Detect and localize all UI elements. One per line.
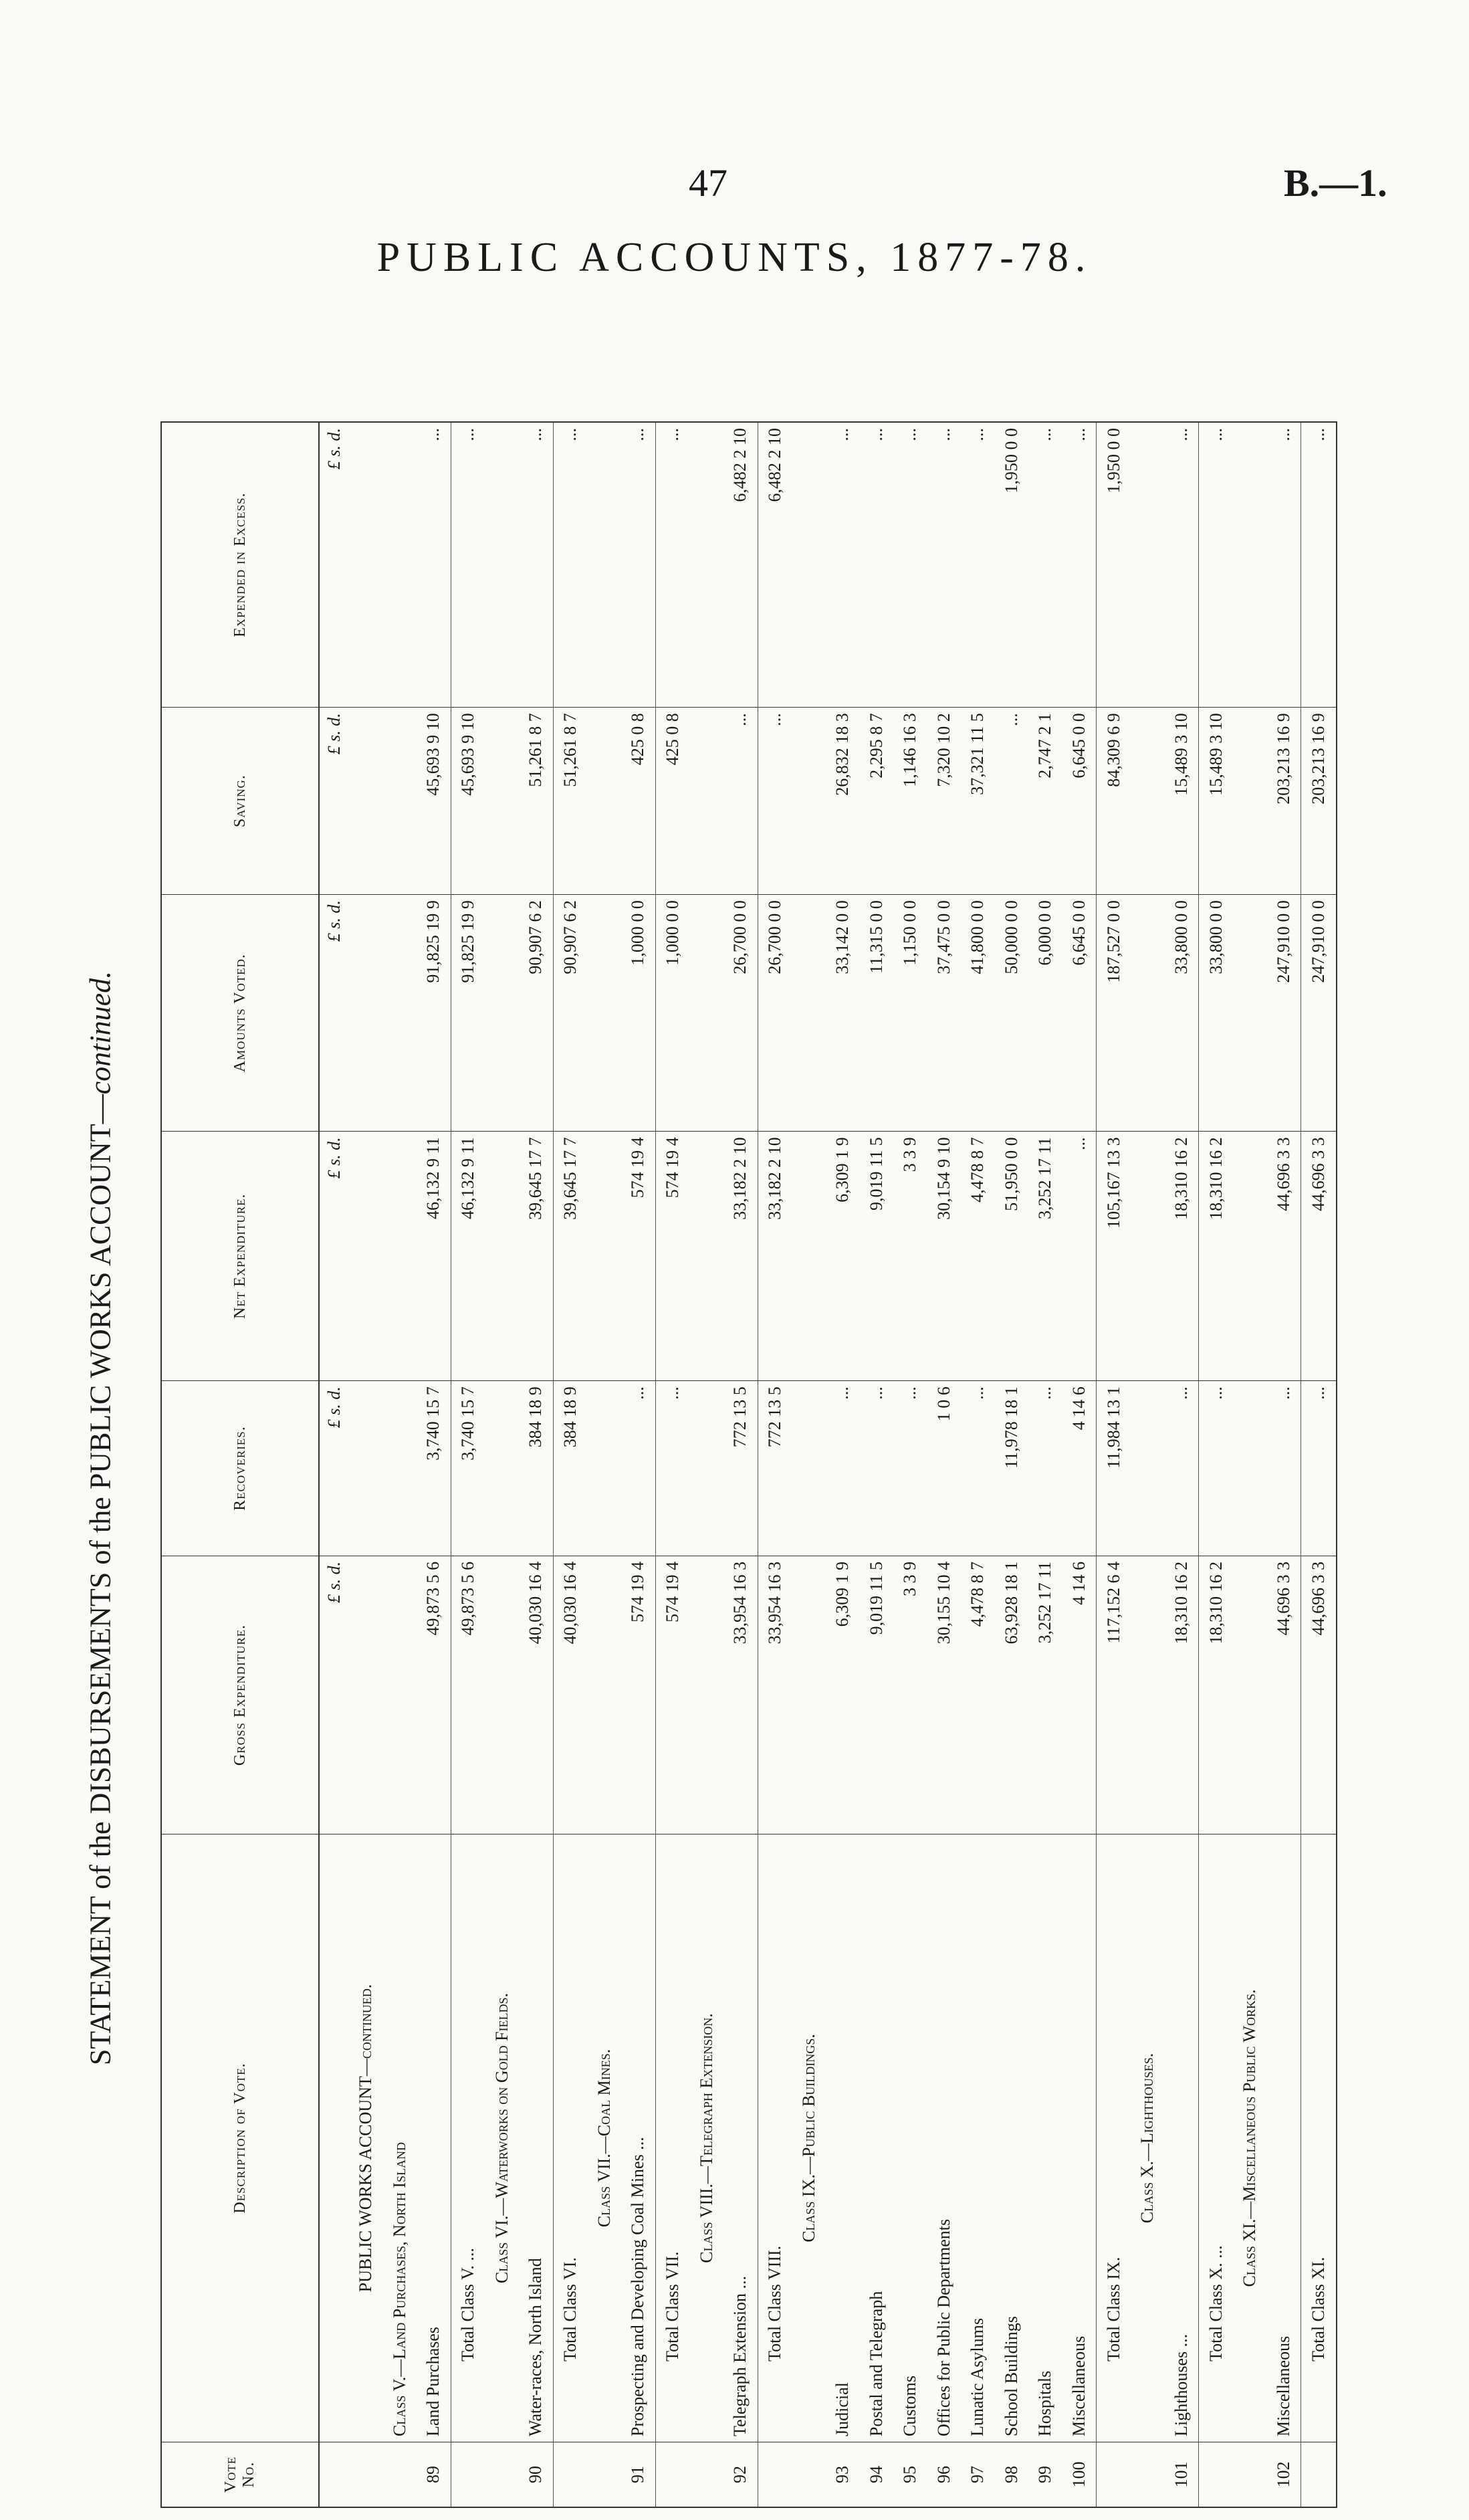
vote-no: 100 xyxy=(1069,2461,1089,2488)
vote-desc: Miscellaneous xyxy=(1062,1834,1097,2442)
gross: 9,019 11 5 xyxy=(860,1556,894,1834)
class-row xyxy=(383,422,417,2507)
vote-desc: Water-races, North Island xyxy=(519,1834,553,2442)
saving: 203,213 16 9 xyxy=(1267,708,1301,895)
total-row xyxy=(1301,422,1337,2507)
excess: 6,482 2 10 xyxy=(723,422,758,708)
gross: 49,873 5 6 xyxy=(417,1556,451,1834)
vote-desc: Postal and Telegraph xyxy=(860,1834,894,2442)
header-row xyxy=(161,422,319,2507)
saving: ... xyxy=(723,708,758,895)
total-label: Total Class VI. xyxy=(553,1834,587,2442)
vote-desc: Judicial xyxy=(826,1834,860,2442)
excess: ... xyxy=(826,422,860,708)
vote-no: 92 xyxy=(730,2466,750,2483)
net: 46,132 9 11 xyxy=(417,1132,451,1381)
voted: 91,825 19 9 xyxy=(417,895,451,1132)
gross: 33,954 16 3 xyxy=(758,1556,792,1834)
vote-no: 98 xyxy=(1001,2466,1021,2483)
excess: 1,950 0 0 xyxy=(1097,422,1131,708)
recov: ... xyxy=(1165,1381,1199,1556)
net: 44,696 3 3 xyxy=(1267,1132,1301,1381)
saving: 45,693 9 10 xyxy=(451,708,485,895)
header-voted: Amounts Voted. xyxy=(161,895,319,1132)
total-label: Total Class VII. xyxy=(655,1834,689,2442)
table-row xyxy=(417,422,451,2507)
total-row xyxy=(1097,422,1131,2507)
vote-no: 101 xyxy=(1171,2461,1192,2488)
gross: 18,310 16 2 xyxy=(1199,1556,1233,1834)
saving: 15,489 3 10 xyxy=(1199,708,1233,895)
total-label: Total Class IX. xyxy=(1097,1834,1131,2442)
gross: 40,030 16 4 xyxy=(553,1556,587,1834)
excess: ... xyxy=(553,422,587,708)
class-6-label: Class VI.—Waterworks on Gold Fields. xyxy=(485,1834,520,2442)
recov: 11,984 13 1 xyxy=(1097,1381,1131,1556)
recov: 1 0 6 xyxy=(927,1381,962,1556)
unit-recov: £ s. d. xyxy=(319,1381,349,1556)
recov: 772 13 5 xyxy=(723,1381,758,1556)
vote-no: 93 xyxy=(832,2466,853,2483)
class-row xyxy=(588,422,622,2507)
gross: 30,155 10 4 xyxy=(927,1556,962,1834)
recov: ... xyxy=(961,1381,995,1556)
voted: 247,910 0 0 xyxy=(1267,895,1301,1132)
recov: ... xyxy=(1267,1381,1301,1556)
page-reference: B.—1. xyxy=(1284,161,1387,205)
class-9-label: Class IX.—Public Buildings. xyxy=(792,1834,826,2442)
vote-desc: Miscellaneous xyxy=(1267,1834,1301,2442)
gross: 40,030 16 4 xyxy=(519,1556,553,1834)
recov: 11,978 18 1 xyxy=(995,1381,1029,1556)
total-label: Total Class X. ... xyxy=(1199,1834,1233,2442)
header-net: Net Expenditure. xyxy=(161,1132,319,1381)
gross: 6,309 1 9 xyxy=(826,1556,860,1834)
table-row xyxy=(826,422,860,2507)
class-row xyxy=(1131,422,1165,2507)
voted: 6,645 0 0 xyxy=(1062,895,1097,1132)
excess: ... xyxy=(519,422,553,708)
header-description: Description of Vote. xyxy=(161,1834,319,2442)
class-5-label: Class V.—Land Purchases, North Island xyxy=(383,1834,417,2442)
saving: 51,261 8 7 xyxy=(519,708,553,895)
vote-desc: Telegraph Extension ... xyxy=(723,1834,758,2442)
recov: ... xyxy=(621,1381,655,1556)
excess: 1,950 0 0 xyxy=(995,422,1029,708)
total-label: Total Class XI. xyxy=(1301,1834,1337,2442)
table-row xyxy=(995,422,1029,2507)
gross: 574 19 4 xyxy=(621,1556,655,1834)
net: 18,310 16 2 xyxy=(1199,1132,1233,1381)
net: 33,182 2 10 xyxy=(723,1132,758,1381)
statement-title-suffix: continued. xyxy=(84,970,117,1095)
voted: 90,907 6 2 xyxy=(519,895,553,1132)
table-row xyxy=(860,422,894,2507)
saving: 1,146 16 3 xyxy=(893,708,927,895)
vote-no: 94 xyxy=(866,2466,886,2483)
voted: 90,907 6 2 xyxy=(553,895,587,1132)
net: 46,132 9 11 xyxy=(451,1132,485,1381)
gross: 117,152 6 4 xyxy=(1097,1556,1131,1834)
net: 105,167 13 3 xyxy=(1097,1132,1131,1381)
saving: ... xyxy=(758,708,792,895)
vote-desc: Customs xyxy=(893,1834,927,2442)
saving: 203,213 16 9 xyxy=(1301,708,1337,895)
vote-no: 97 xyxy=(968,2466,988,2483)
excess: ... xyxy=(655,422,689,708)
vote-desc: School Buildings xyxy=(995,1834,1029,2442)
vote-desc: Lunatic Asylums xyxy=(961,1834,995,2442)
excess: ... xyxy=(1267,422,1301,708)
table-row xyxy=(1267,422,1301,2507)
voted: 91,825 19 9 xyxy=(451,895,485,1132)
table-row xyxy=(927,422,962,2507)
excess: ... xyxy=(1028,422,1062,708)
excess: ... xyxy=(1165,422,1199,708)
excess: ... xyxy=(1199,422,1233,708)
header-gross: Gross Expenditure. xyxy=(161,1556,319,1834)
net: ... xyxy=(1062,1132,1097,1381)
excess: ... xyxy=(961,422,995,708)
total-row xyxy=(655,422,689,2507)
class-10-label: Class X.—Lighthouses. xyxy=(1131,1834,1165,2442)
vote-desc: Offices for Public Departments xyxy=(927,1834,962,2442)
recov: ... xyxy=(1028,1381,1062,1556)
net: 574 19 4 xyxy=(655,1132,689,1381)
section-heading xyxy=(349,422,383,2507)
recov: ... xyxy=(826,1381,860,1556)
voted: 33,800 0 0 xyxy=(1199,895,1233,1132)
voted: 11,315 0 0 xyxy=(860,895,894,1132)
saving: 37,321 11 5 xyxy=(961,708,995,895)
page-number: 47 xyxy=(689,161,727,205)
recov: 4 14 6 xyxy=(1062,1381,1097,1556)
statement-title xyxy=(84,849,118,2187)
net: 39,645 17 7 xyxy=(519,1132,553,1381)
vote-desc: Hospitals xyxy=(1028,1834,1062,2442)
total-label: Total Class VIII. xyxy=(758,1834,792,2442)
recov: 384 18 9 xyxy=(553,1381,587,1556)
net: 3 3 9 xyxy=(893,1132,927,1381)
net: 9,019 11 5 xyxy=(860,1132,894,1381)
vote-no: 95 xyxy=(900,2466,920,2483)
total-row xyxy=(451,422,485,2507)
unit-row xyxy=(319,422,349,2507)
class-11-label: Class XI.—Miscellaneous Public Works. xyxy=(1233,1834,1267,2442)
vote-no: 89 xyxy=(423,2466,443,2483)
vote-desc: Lighthouses ... xyxy=(1165,1834,1199,2442)
header-recoveries: Recoveries. xyxy=(161,1381,319,1556)
header-saving: Saving. xyxy=(161,708,319,895)
table-row xyxy=(1062,422,1097,2507)
statement-title-main: STATEMENT of the DISBURSEMENTS of the PUBLIC WORKS ACCOUNT— xyxy=(84,1094,117,2066)
unit-voted: £ s. d. xyxy=(319,895,349,1132)
net: 44,696 3 3 xyxy=(1301,1132,1337,1381)
recov: 772 13 5 xyxy=(758,1381,792,1556)
unit-excess: £ s. d. xyxy=(319,422,349,708)
gross: 574 19 4 xyxy=(655,1556,689,1834)
net: 6,309 1 9 xyxy=(826,1132,860,1381)
voted: 1,000 0 0 xyxy=(621,895,655,1132)
vote-no: 96 xyxy=(933,2466,953,2483)
vote-desc: Land Purchases xyxy=(417,1834,451,2442)
net: 51,950 0 0 xyxy=(995,1132,1029,1381)
saving: 84,309 6 9 xyxy=(1097,708,1131,895)
gross: 49,873 5 6 xyxy=(451,1556,485,1834)
vote-no: 91 xyxy=(628,2466,648,2483)
recov: 3,740 15 7 xyxy=(417,1381,451,1556)
table-row xyxy=(961,422,995,2507)
section-pwa: PUBLIC WORKS ACCOUNT—continued. xyxy=(349,1834,383,2442)
voted: 187,527 0 0 xyxy=(1097,895,1131,1132)
net: 30,154 9 10 xyxy=(927,1132,962,1381)
gross: 44,696 3 3 xyxy=(1301,1556,1337,1834)
voted: 26,700 0 0 xyxy=(758,895,792,1132)
vote-no: 102 xyxy=(1274,2461,1294,2488)
disbursements-table xyxy=(160,421,1337,2508)
total-row xyxy=(553,422,587,2507)
excess: ... xyxy=(1301,422,1337,708)
excess: ... xyxy=(860,422,894,708)
table-row xyxy=(893,422,927,2507)
rotated-table-wrapper xyxy=(160,421,1337,2508)
vote-no: 99 xyxy=(1035,2466,1055,2483)
page-title: PUBLIC ACCOUNTS, 1877-78. xyxy=(376,235,1093,280)
header-vote: Vote No. xyxy=(161,2442,319,2508)
class-row xyxy=(792,422,826,2507)
table-row xyxy=(621,422,655,2507)
total-row xyxy=(1199,422,1233,2507)
recov: ... xyxy=(655,1381,689,1556)
net: 39,645 17 7 xyxy=(553,1132,587,1381)
gross: 3,252 17 11 xyxy=(1028,1556,1062,1834)
saving: 15,489 3 10 xyxy=(1165,708,1199,895)
excess: ... xyxy=(893,422,927,708)
class-7-label: Class VII.—Coal Mines. xyxy=(588,1834,622,2442)
excess: ... xyxy=(927,422,962,708)
saving: 2,747 2 1 xyxy=(1028,708,1062,895)
table-row xyxy=(1165,422,1199,2507)
voted: 50,000 0 0 xyxy=(995,895,1029,1132)
gross: 4 14 6 xyxy=(1062,1556,1097,1834)
excess: 6,482 2 10 xyxy=(758,422,792,708)
voted: 33,800 0 0 xyxy=(1165,895,1199,1132)
net: 4,478 8 7 xyxy=(961,1132,995,1381)
total-label: Total Class V. ... xyxy=(451,1834,485,2442)
total-row xyxy=(758,422,792,2507)
excess: ... xyxy=(621,422,655,708)
class-row xyxy=(690,422,724,2507)
saving: 26,832 18 3 xyxy=(826,708,860,895)
recov: ... xyxy=(893,1381,927,1556)
gross: 44,696 3 3 xyxy=(1267,1556,1301,1834)
unit-net: £ s. d. xyxy=(319,1132,349,1381)
class-row xyxy=(485,422,520,2507)
voted: 41,800 0 0 xyxy=(961,895,995,1132)
net: 33,182 2 10 xyxy=(758,1132,792,1381)
saving: 2,295 8 7 xyxy=(860,708,894,895)
recov: ... xyxy=(1199,1381,1233,1556)
voted: 6,000 0 0 xyxy=(1028,895,1062,1132)
excess: ... xyxy=(451,422,485,708)
net: 3,252 17 11 xyxy=(1028,1132,1062,1381)
unit-gross: £ s. d. xyxy=(319,1556,349,1834)
recov: ... xyxy=(860,1381,894,1556)
gross: 3 3 9 xyxy=(893,1556,927,1834)
recov: ... xyxy=(1301,1381,1337,1556)
saving: 45,693 9 10 xyxy=(417,708,451,895)
table-row xyxy=(723,422,758,2507)
voted: 33,142 0 0 xyxy=(826,895,860,1132)
saving: 6,645 0 0 xyxy=(1062,708,1097,895)
table-row xyxy=(519,422,553,2507)
voted: 37,475 0 0 xyxy=(927,895,962,1132)
voted: 1,150 0 0 xyxy=(893,895,927,1132)
voted: 26,700 0 0 xyxy=(723,895,758,1132)
class-8-label: Class VIII.—Telegraph Extension. xyxy=(690,1834,724,2442)
net: 18,310 16 2 xyxy=(1165,1132,1199,1381)
excess: ... xyxy=(1062,422,1097,708)
gross: 4,478 8 7 xyxy=(961,1556,995,1834)
unit-saving: £ s. d. xyxy=(319,708,349,895)
recov: 3,740 15 7 xyxy=(451,1381,485,1556)
gross: 33,954 16 3 xyxy=(723,1556,758,1834)
saving: 425 0 8 xyxy=(655,708,689,895)
vote-desc: Prospecting and Developing Coal Mines ... xyxy=(621,1834,655,2442)
voted: 247,910 0 0 xyxy=(1301,895,1337,1132)
table-row xyxy=(1028,422,1062,2507)
vote-no: 90 xyxy=(526,2466,546,2483)
header-excess: Expended in Excess. xyxy=(161,422,319,708)
gross: 63,928 18 1 xyxy=(995,1556,1029,1834)
gross: 18,310 16 2 xyxy=(1165,1556,1199,1834)
class-row xyxy=(1233,422,1267,2507)
voted: 1,000 0 0 xyxy=(655,895,689,1132)
saving: 7,320 10 2 xyxy=(927,708,962,895)
net: 574 19 4 xyxy=(621,1132,655,1381)
recov: 384 18 9 xyxy=(519,1381,553,1556)
excess: ... xyxy=(417,422,451,708)
saving: 51,261 8 7 xyxy=(553,708,587,895)
saving: 425 0 8 xyxy=(621,708,655,895)
saving: ... xyxy=(995,708,1029,895)
